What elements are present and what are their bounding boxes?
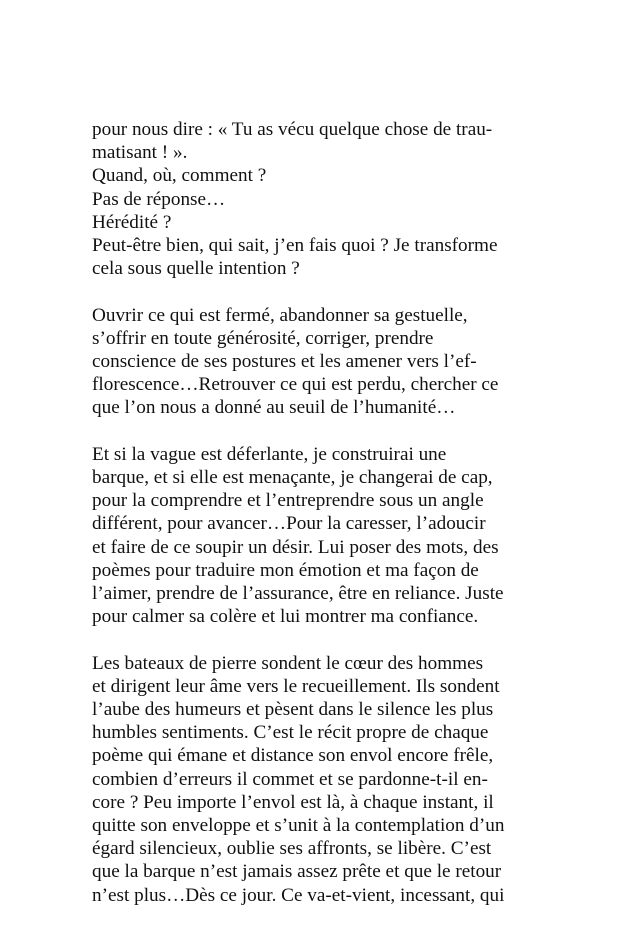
text-line: que la barque n’est jamais assez prête et que le retour — [92, 861, 502, 883]
text-line: quitte son enveloppe et s’unit à la contemplation d’un — [92, 815, 505, 837]
paragraph-4 — [92, 652, 552, 907]
text-line: barque, et si elle est menaçante, je changerai de cap, — [92, 467, 493, 489]
text-line: que l’on nous a donné au seuil de l’humanité… — [92, 397, 456, 419]
body-text — [92, 118, 552, 930]
text-line: Les bateaux de pierre sondent le cœur des hommes — [92, 652, 484, 674]
text-line: Quand, où, comment ? — [92, 165, 267, 187]
paragraph-1 — [92, 118, 552, 280]
text-line: l’aimer, prendre de l’assurance, être en reliance. Juste — [92, 583, 504, 605]
text-line: Peut-être bien, qui sait, j’en fais quoi ? Je transforme — [92, 235, 498, 257]
text-line: cela sous quelle intention ? — [92, 258, 300, 280]
text-line: poème qui émane et distance son envol encore frêle, — [92, 745, 494, 767]
text-line: matisant ! ». — [92, 142, 188, 164]
paragraph-2 — [92, 304, 552, 420]
text-line: différent, pour avancer…Pour la caresser, l’adoucir — [92, 513, 486, 535]
text-line: et dirigent leur âme vers le recueillement. Ils sondent — [92, 675, 500, 697]
text-line: core ? Peu importe l’envol est là, à chaque instant, il — [92, 791, 494, 813]
text-line: l’aube des humeurs et pèsent dans le silence les plus — [92, 699, 494, 721]
text-line: pour nous dire : « Tu as vécu quelque chose de trau- — [92, 119, 493, 140]
text-line: pour calmer sa colère et lui montrer ma confiance. — [92, 606, 479, 628]
text-line: pour la comprendre et l’entreprendre sous un angle — [92, 490, 484, 512]
text-line: Et si la vague est déferlante, je construirai une — [92, 443, 447, 465]
text-line: poèmes pour traduire mon émotion et ma façon de — [92, 559, 479, 581]
text-line: égard silencieux, oublie ses affronts, se libère. C’est — [92, 838, 492, 860]
text-line: Ouvrir ce qui est fermé, abandonner sa gestuelle, — [92, 304, 468, 326]
text-line: et faire de ce soupir un désir. Lui poser des mots, des — [92, 536, 499, 558]
text-line: n’est plus…Dès ce jour. Ce va-et-vient, incessant, qui — [92, 884, 505, 906]
text-line: Hérédité ? — [92, 211, 172, 233]
text-line: combien d’erreurs il commet et se pardonne-t-il en- — [92, 768, 488, 790]
text-line: s’offrir en toute générosité, corriger, prendre — [92, 327, 434, 349]
text-line: florescence…Retrouver ce qui est perdu, chercher ce — [92, 374, 499, 396]
text-line: humbles sentiments. C’est le récit propre de chaque — [92, 722, 489, 744]
text-line: Pas de réponse… — [92, 188, 226, 210]
paragraph-3 — [92, 443, 552, 629]
text-line: conscience de ses postures et les amener vers l’ef- — [92, 351, 477, 373]
